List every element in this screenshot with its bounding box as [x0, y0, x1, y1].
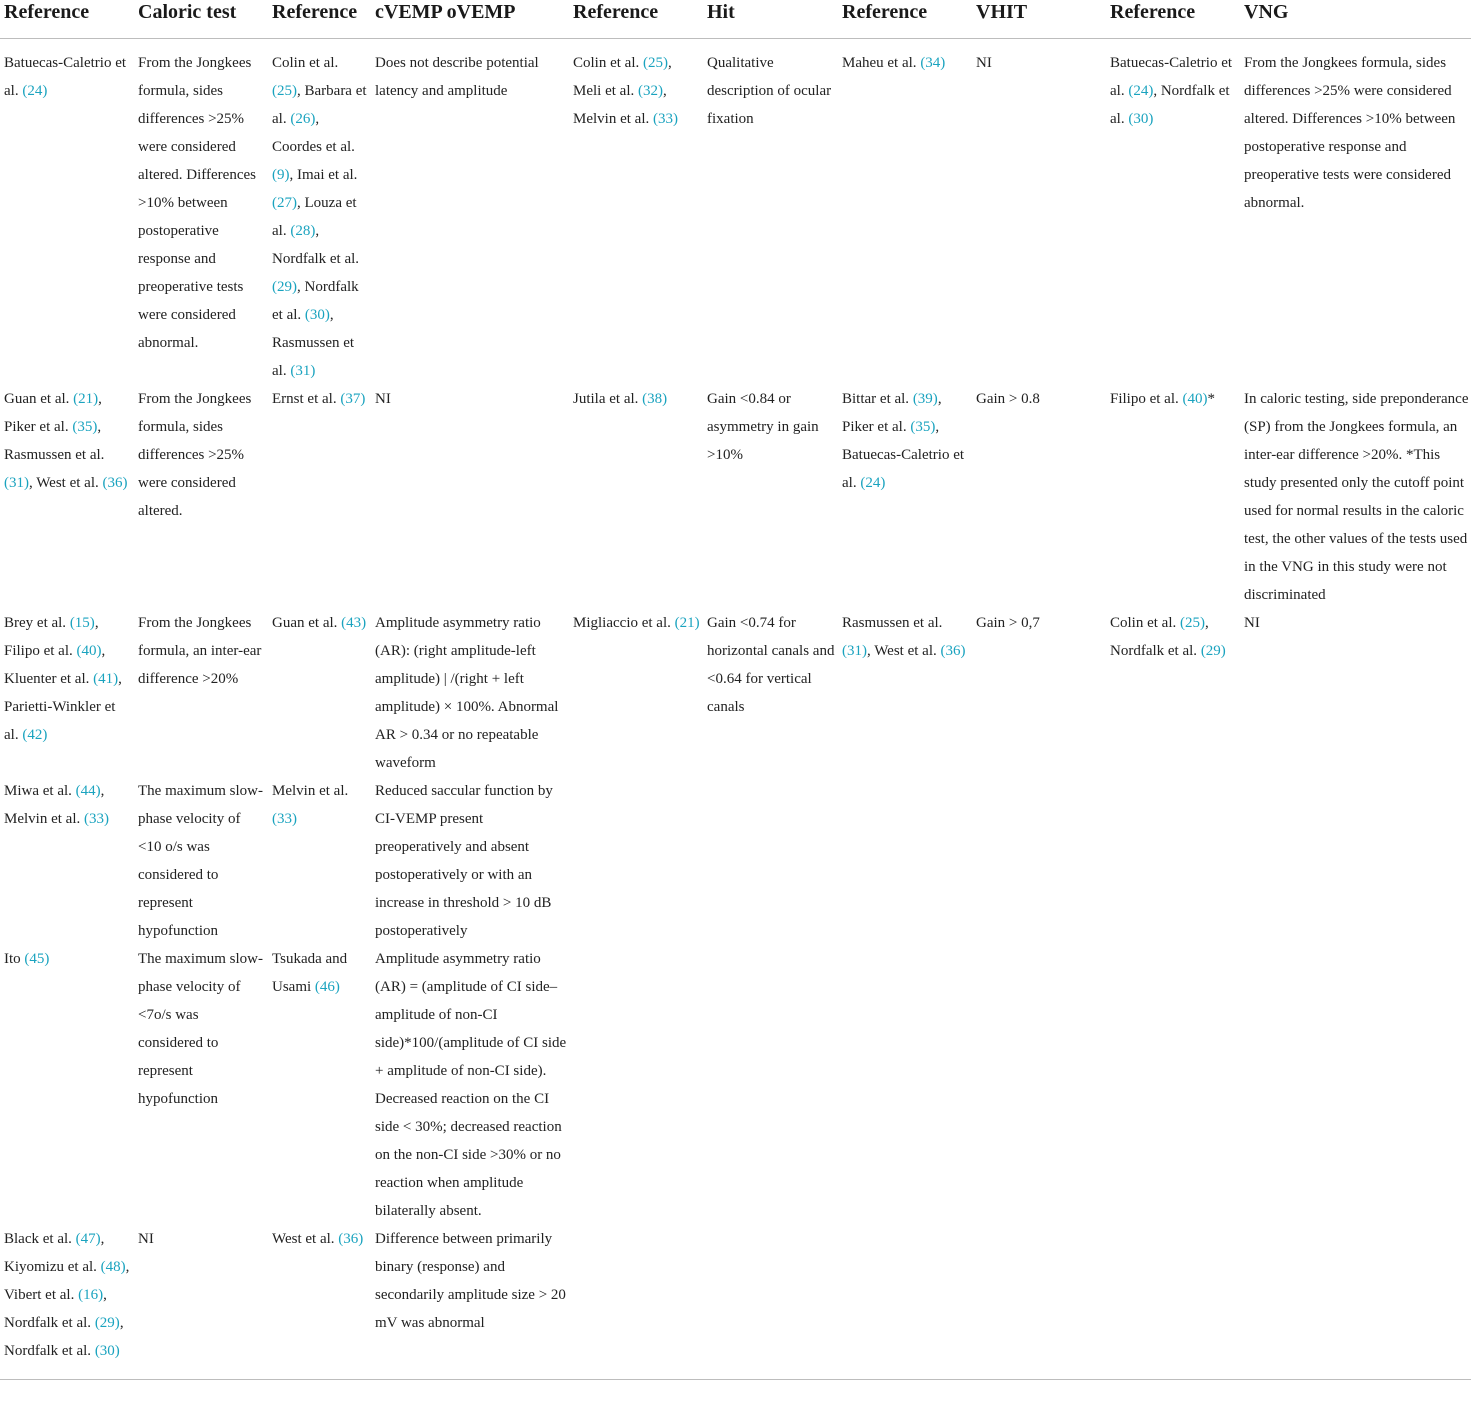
hit-cell: [703, 49, 838, 385]
hit-cell: [703, 1225, 838, 1380]
citation-link[interactable]: (34): [920, 55, 946, 71]
cell-text: , Nordfalk et al.: [4, 1287, 107, 1331]
cell-text: Colin et al.: [1110, 615, 1180, 631]
reference-cell: [1106, 609, 1240, 777]
cell-text: Colin et al.: [573, 55, 643, 71]
reference-cell: [0, 945, 134, 1225]
citation-link[interactable]: (40): [1182, 391, 1208, 407]
citation-link[interactable]: (38): [642, 391, 668, 407]
cell-text: , Parietti-Winkler et al.: [4, 671, 122, 743]
cvemp-ovemp-cell: [371, 777, 569, 945]
cell-text: , Nordfalk et al.: [272, 279, 359, 323]
reference-cell: [569, 385, 703, 609]
citation-link[interactable]: (15): [69, 615, 95, 631]
citation-link[interactable]: (35): [910, 419, 936, 435]
cell-text: Amplitude asymmetry ratio (AR): (right amplitude-left amplitude) | /(right + left amplitude) × 100%. Abnormal AR > 0.34 or no repeatable waveform: [375, 615, 559, 771]
citation-link[interactable]: (43): [341, 615, 367, 631]
cell-text: , Meli et al.: [573, 55, 672, 99]
cell-text: Does not describe potential latency and amplitude: [375, 55, 539, 99]
cell-text: Gain <0.74 for horizontal canals and <0.64 for vertical canals: [707, 615, 835, 715]
reference-cell: [0, 1225, 134, 1380]
citation-link[interactable]: (30): [94, 1343, 120, 1359]
reference-cell: [569, 777, 703, 945]
hit-cell: [703, 385, 838, 609]
cell-text: , Batuecas-Caletrio et al.: [842, 419, 965, 491]
cell-text: Difference between primarily binary (response) and secondarily amplitude size > 20 mV was abnormal: [375, 1231, 566, 1331]
cell-text: , Piker et al.: [842, 391, 942, 435]
cell-text: NI: [976, 55, 992, 71]
header-hit: Hit: [703, 0, 838, 39]
citation-link[interactable]: (29): [1200, 643, 1226, 659]
citation-link[interactable]: (48): [100, 1259, 126, 1275]
caloric-test-cell: [134, 49, 268, 385]
vng-cell: [1240, 1225, 1471, 1380]
cell-text: Maheu et al.: [842, 55, 921, 71]
caloric-test-cell: [134, 777, 268, 945]
hit-cell: [703, 945, 838, 1225]
caloric-test-cell: [134, 609, 268, 777]
cvemp-ovemp-cell: [371, 945, 569, 1225]
citation-link[interactable]: (26): [290, 111, 316, 127]
citation-link[interactable]: (37): [340, 391, 366, 407]
citation-link[interactable]: (36): [102, 475, 128, 491]
table-row: [0, 945, 1471, 1225]
table-body: [0, 39, 1471, 1380]
cell-text: *: [1207, 391, 1215, 407]
cell-text: , Melvin et al.: [573, 83, 667, 127]
cell-text: , Imai et al.: [289, 167, 358, 183]
reference-cell: [1106, 777, 1240, 945]
reference-cell: [1106, 49, 1240, 385]
cell-text: NI: [138, 1231, 154, 1247]
cell-text: Tsukada and Usami: [272, 951, 348, 995]
citation-link[interactable]: (25): [272, 83, 297, 99]
header-reference: Reference: [569, 0, 703, 39]
citation-link[interactable]: (16): [78, 1287, 104, 1303]
vhit-cell: [972, 777, 1106, 945]
header-vng: VNG: [1240, 0, 1471, 39]
cell-text: West et al.: [272, 1231, 339, 1247]
reference-cell: [268, 1225, 371, 1380]
citation-link[interactable]: (25): [1180, 615, 1205, 631]
reference-cell: [0, 777, 134, 945]
header-row: [0, 0, 1471, 39]
cell-text: Black et al.: [4, 1231, 76, 1247]
caloric-test-cell: [134, 385, 268, 609]
cvemp-ovemp-cell: [371, 1225, 569, 1380]
cell-text: Gain > 0,7: [976, 615, 1040, 631]
citation-link[interactable]: (31): [842, 643, 867, 659]
cell-text: , Louza et al.: [272, 195, 357, 239]
vhit-cell: [972, 1225, 1106, 1380]
cell-text: From the Jongkees formula, sides differences >25% were considered altered. Differences >10% between postoperative response and preoperative tests were considered abnormal.: [1244, 55, 1456, 211]
cell-text: From the Jongkees formula, sides differences >25% were considered altered.: [138, 391, 252, 519]
reference-cell: [838, 945, 972, 1225]
table-row: [0, 1225, 1471, 1380]
cell-text: Colin et al.: [272, 55, 339, 71]
citation-link[interactable]: (35): [72, 419, 98, 435]
table-row: [0, 777, 1471, 945]
reference-cell: [569, 609, 703, 777]
header-reference: Reference: [1106, 0, 1240, 39]
cell-text: , Vibert et al.: [4, 1259, 130, 1303]
cell-text: , Nordfalk et al.: [1110, 83, 1230, 127]
citation-link[interactable]: (47): [75, 1231, 101, 1247]
citation-link[interactable]: (33): [272, 811, 297, 827]
cell-text: From the Jongkees formula, an inter-ear difference >20%: [138, 615, 262, 687]
cell-text: From the Jongkees formula, sides differences >25% were considered altered. Differences >10% between postoperative response and preoperative tests were considered abnormal.: [138, 55, 256, 351]
vhit-cell: [972, 945, 1106, 1225]
citation-link[interactable]: (27): [272, 195, 297, 211]
citation-link[interactable]: (21): [674, 615, 700, 631]
vng-cell: [1240, 609, 1471, 777]
cell-text: Guan et al.: [272, 615, 342, 631]
cell-text: , Kluenter et al.: [4, 643, 106, 687]
citation-link[interactable]: (21): [73, 391, 99, 407]
citation-link[interactable]: (9): [272, 167, 290, 183]
header-reference: Reference: [0, 0, 134, 39]
reference-cell: [838, 777, 972, 945]
cvemp-ovemp-cell: [371, 609, 569, 777]
cell-text: , Nordfalk et al.: [1110, 615, 1209, 659]
header-reference: Reference: [838, 0, 972, 39]
cell-text: Reduced saccular function by CI-VEMP present preoperatively and absent postoperatively or with an increase in threshold > 10 dB postoperatively: [375, 783, 553, 939]
vng-cell: [1240, 385, 1471, 609]
citation-link[interactable]: (46): [314, 979, 340, 995]
reference-cell: [0, 49, 134, 385]
citation-link[interactable]: (24): [22, 83, 48, 99]
citation-link[interactable]: (24): [860, 475, 886, 491]
citation-link[interactable]: (29): [272, 279, 297, 295]
citation-link[interactable]: (41): [93, 671, 119, 687]
cell-text: Ernst et al.: [272, 391, 341, 407]
cell-text: , Nordfalk et al.: [4, 1315, 124, 1359]
citation-link[interactable]: (40): [76, 643, 102, 659]
table-row: [0, 385, 1471, 609]
cell-text: The maximum slow-phase velocity of <7o/s was considered to represent hypofunction: [138, 951, 263, 1107]
caloric-test-cell: [134, 1225, 268, 1380]
cell-text: Ito: [4, 951, 25, 967]
cell-text: , West et al.: [867, 643, 941, 659]
reference-cell: [268, 945, 371, 1225]
reference-cell: [268, 609, 371, 777]
reference-cell: [1106, 1225, 1240, 1380]
citation-link[interactable]: (31): [290, 363, 316, 379]
header-reference: Reference: [268, 0, 371, 39]
citation-link[interactable]: (30): [304, 307, 330, 323]
reference-cell: [838, 1225, 972, 1380]
vng-cell: [1240, 49, 1471, 385]
cell-text: Batuecas-Caletrio et al.: [1110, 55, 1233, 99]
cell-text: Amplitude asymmetry ratio (AR) = (amplitude of CI side–amplitude of non-CI side)*100/(amplitude of CI side + amplitude of non-CI side). Decreased reaction on the CI side < 30%; decreased reaction on the non-CI side >30% or no reaction when amplitude bilaterally absent.: [375, 951, 567, 1219]
cell-text: The maximum slow-phase velocity of <10 o/s was considered to represent hypofunction: [138, 783, 263, 939]
cell-text: Brey et al.: [4, 615, 70, 631]
citation-link[interactable]: (32): [637, 83, 663, 99]
cell-text: Qualitative description of ocular fixation: [707, 55, 832, 127]
hit-cell: [703, 777, 838, 945]
cell-text: , Melvin et al.: [4, 783, 105, 827]
cell-text: NI: [375, 391, 391, 407]
cell-text: Guan et al.: [4, 391, 74, 407]
reference-cell: [569, 49, 703, 385]
citation-link[interactable]: (33): [652, 111, 678, 127]
citation-link[interactable]: (42): [22, 727, 48, 743]
cell-text: NI: [1244, 615, 1260, 631]
citation-link[interactable]: (33): [83, 811, 109, 827]
cell-text: Jutila et al.: [573, 391, 643, 407]
header-caloric-test: Caloric test: [134, 0, 268, 39]
reference-cell: [838, 609, 972, 777]
cell-text: Miwa et al.: [4, 783, 76, 799]
citation-link[interactable]: (28): [290, 223, 316, 239]
reference-cell: [268, 49, 371, 385]
vhit-cell: [972, 385, 1106, 609]
table-row: [0, 609, 1471, 777]
cell-text: , Rasmussen et al.: [4, 419, 105, 463]
reference-cell: [838, 385, 972, 609]
citation-link[interactable]: (44): [75, 783, 101, 799]
cell-text: , Filipo et al.: [4, 615, 99, 659]
vng-cell: [1240, 777, 1471, 945]
reference-cell: [0, 609, 134, 777]
citation-link[interactable]: (25): [643, 55, 668, 71]
reference-cell: [268, 385, 371, 609]
table-row: [0, 49, 1471, 385]
citation-link[interactable]: (30): [1128, 111, 1154, 127]
cell-text: , West et al.: [29, 475, 103, 491]
cell-text: Melvin et al.: [272, 783, 349, 799]
cell-text: , Coordes et al.: [272, 111, 355, 155]
cell-text: , Nordfalk et al.: [272, 223, 360, 267]
reference-cell: [838, 49, 972, 385]
reference-cell: [268, 777, 371, 945]
vhit-cell: [972, 609, 1106, 777]
cell-text: Batuecas-Caletrio et al.: [4, 55, 127, 99]
citation-link[interactable]: (39): [912, 391, 938, 407]
cell-text: In caloric testing, side preponderance (SP) from the Jongkees formula, an inter-ear difference >20%. *This study presented only the cutoff point used for normal results in the caloric test, the other values of the tests used in the VNG in this study were not discriminated: [1244, 391, 1469, 603]
header-cvemp-ovemp: cVEMP oVEMP: [371, 0, 569, 39]
cell-text: , Kiyomizu et al.: [4, 1231, 105, 1275]
citation-link[interactable]: (45): [24, 951, 50, 967]
cvemp-ovemp-cell: [371, 49, 569, 385]
spacer-row: [0, 39, 1471, 50]
table-header: [0, 0, 1471, 39]
caloric-test-cell: [134, 945, 268, 1225]
reference-cell: [569, 945, 703, 1225]
citation-link[interactable]: (29): [94, 1315, 120, 1331]
citation-link[interactable]: (36): [338, 1231, 364, 1247]
cvemp-ovemp-cell: [371, 385, 569, 609]
reference-cell: [1106, 385, 1240, 609]
cell-text: , Rasmussen et al.: [272, 307, 355, 379]
cell-text: , Piker et al.: [4, 391, 102, 435]
citation-link[interactable]: (24): [1128, 83, 1154, 99]
cell-text: Bittar et al.: [842, 391, 913, 407]
cell-text: Rasmussen et al.: [842, 615, 943, 631]
citation-link[interactable]: (36): [940, 643, 966, 659]
cell-text: Migliaccio et al.: [573, 615, 675, 631]
reference-cell: [569, 1225, 703, 1380]
cell-text: Gain > 0.8: [976, 391, 1040, 407]
vng-cell: [1240, 945, 1471, 1225]
citation-link[interactable]: (31): [4, 475, 29, 491]
vhit-cell: [972, 49, 1106, 385]
reference-cell: [0, 385, 134, 609]
cell-text: Gain <0.84 or asymmetry in gain >10%: [707, 391, 819, 463]
cell-text: Filipo et al.: [1110, 391, 1183, 407]
header-vhit: VHIT: [972, 0, 1106, 39]
reference-cell: [1106, 945, 1240, 1225]
hit-cell: [703, 609, 838, 777]
cell-text: , Barbara et al.: [272, 83, 367, 127]
